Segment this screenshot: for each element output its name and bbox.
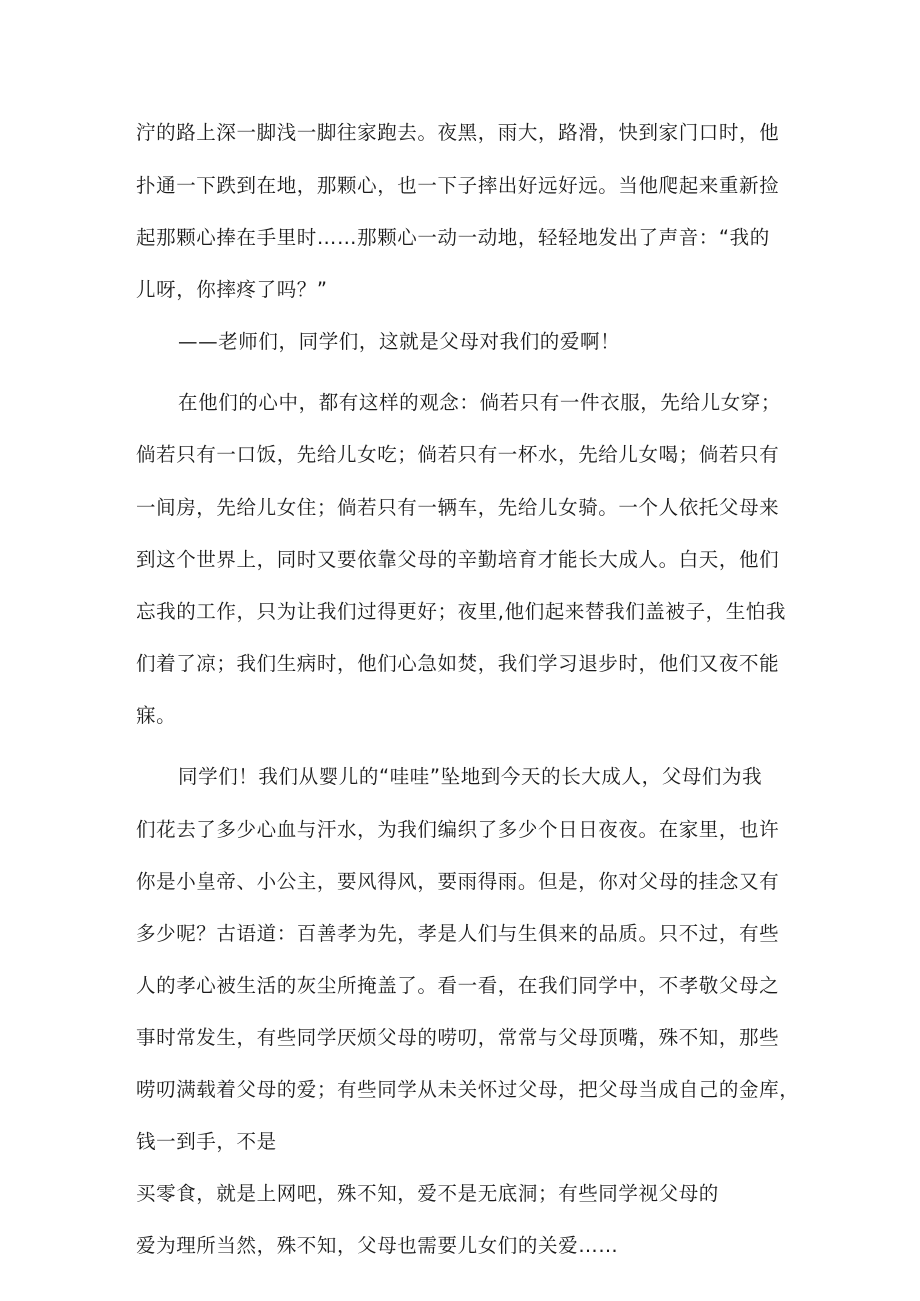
paragraph-4-line-2: 们花去了多少心血与汗水，为我们编织了多少个日日夜夜。在家里，也许 — [136, 818, 780, 841]
paragraph-4-line-6: 事时常发生，有些同学厌烦父母的唠叨，常常与父母顶嘴，殊不知，那些 — [136, 1026, 780, 1049]
paragraph-4-line-10: 爱为理所当然，殊不知，父母也需要儿女们的关爱…… — [136, 1234, 619, 1257]
paragraph-4-line-5: 人的孝心被生活的灰尘所掩盖了。看一看，在我们同学中，不孝敬父母之 — [136, 974, 780, 997]
paragraph-4-line-4: 多少呢？古语道：百善孝为先，孝是人们与生俱来的品质。只不过，有些 — [136, 922, 780, 945]
paragraph-4-line-3: 你是小皇帝、小公主，要风得风，要雨得雨。但是，你对父母的挂念又有 — [136, 870, 780, 893]
paragraph-3-line-6: 们着了凉；我们生病时，他们心急如焚，我们学习退步时，他们又夜不能 — [136, 652, 780, 675]
paragraph-3-line-2: 倘若只有一口饭，先给儿女吃；倘若只有一杯水，先给儿女喝；倘若只有 — [136, 443, 780, 466]
paragraph-2-line-1: ——老师们，同学们，这就是父母对我们的爱啊！ — [178, 330, 621, 353]
paragraph-3-line-1: 在他们的心中，都有这样的观念：倘若只有一件衣服，先给儿女穿； — [178, 391, 782, 414]
paragraph-3-line-7: 寐。 — [136, 704, 177, 727]
paragraph-1-line-1: 泞的路上深一脚浅一脚往家跑去。夜黑，雨大，路滑，快到家门口时，他 — [136, 121, 780, 144]
paragraph-4-line-7: 唠叨满载着父母的爱；有些同学从未关怀过父母，把父母当成自己的金库， — [136, 1078, 800, 1101]
paragraph-3-line-3: 一间房，先给儿女住；倘若只有一辆车，先给儿女骑。一个人依托父母来 — [136, 496, 780, 519]
paragraph-4-line-8: 钱一到手，不是 — [136, 1130, 277, 1153]
paragraph-1-line-4: 儿呀，你摔疼了吗？” — [136, 278, 328, 301]
paragraph-1-line-2: 扑通一下跌到在地，那颗心，也一下子摔出好远好远。当他爬起来重新捡 — [136, 174, 780, 197]
paragraph-3-line-4: 到这个世界上，同时又要依靠父母的辛勤培育才能长大成人。白天，他们 — [136, 548, 780, 571]
paragraph-1-line-3: 起那颗心捧在手里时……那颗心一动一动地，轻轻地发出了声音：“我的 — [136, 226, 770, 249]
paragraph-4-line-9: 买零食，就是上网吧，殊不知，爱不是无底洞；有些同学视父母的 — [136, 1182, 719, 1205]
paragraph-3-line-5: 忘我的工作，只为让我们过得更好；夜里,他们起来替我们盖被子，生怕我 — [136, 600, 786, 623]
paragraph-4-line-1: 同学们！我们从婴儿的“哇哇”坠地到今天的长大成人，父母们为我 — [178, 765, 763, 788]
